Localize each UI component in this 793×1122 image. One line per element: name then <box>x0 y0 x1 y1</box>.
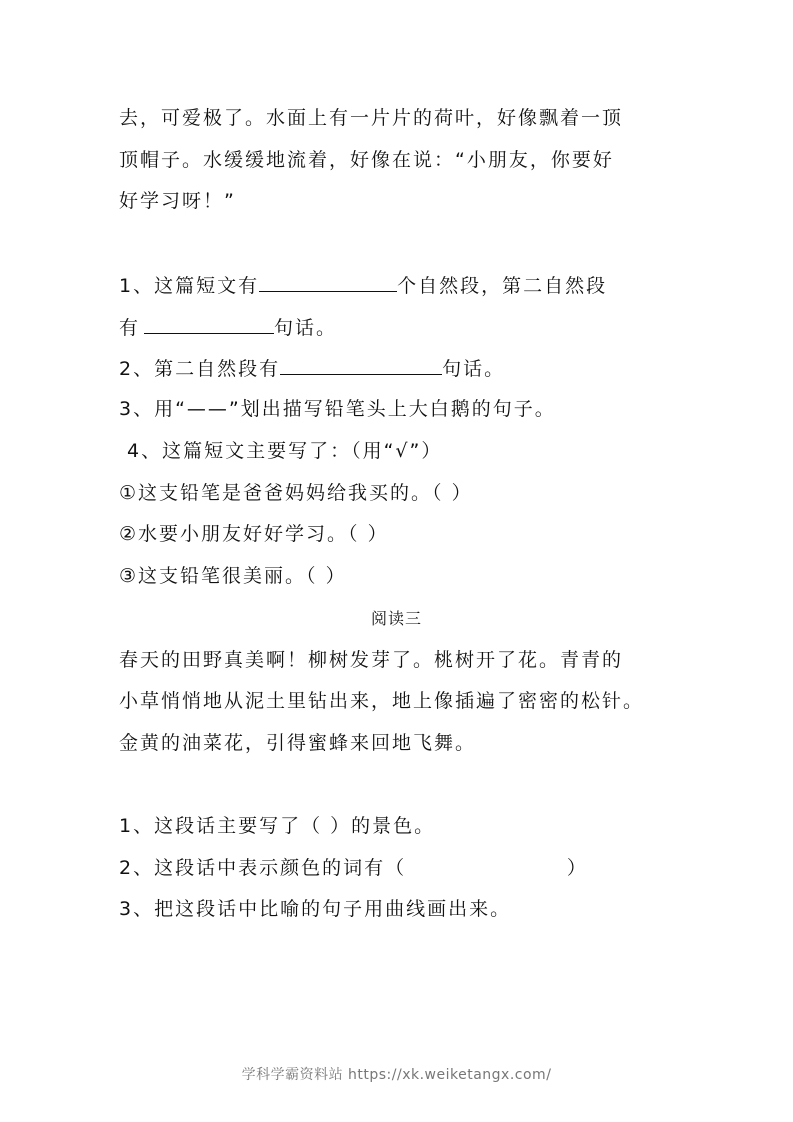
passage-line: 金黄的油菜花，引得蜜蜂来回地飞舞。 <box>119 732 477 754</box>
passage-line: 好学习呀！” <box>119 190 236 212</box>
section-title: 阅读三 <box>370 609 422 628</box>
option-3: ③这支铅笔很美丽。（ ） <box>119 565 347 587</box>
question-3: 3、把这段话中比喻的句子用曲线画出来。 <box>119 898 512 920</box>
answer-blank[interactable] <box>259 273 397 292</box>
question-1: 1、这段话主要写了（ ）的景色。 <box>119 815 436 837</box>
option-1: ①这支铅笔是爸爸妈妈给我买的。（ ） <box>119 482 473 504</box>
option-2: ②水要小朋友好好学习。（ ） <box>119 523 389 545</box>
question-2 <box>119 356 505 381</box>
question-text: 有 <box>119 317 141 339</box>
question-text: 2、第二自然段有 <box>119 358 281 380</box>
question-1-line-1 <box>119 273 607 298</box>
answer-blank[interactable] <box>280 356 442 375</box>
passage-line: 春天的田野真美啊！柳树发芽了。桃树开了花。青青的 <box>119 649 624 671</box>
question-3: 3、用“——”划出描写铅笔头上大白鹅的句子。 <box>119 398 556 420</box>
question-text: 句话。 <box>274 317 338 339</box>
passage-line: 去，可爱极了。水面上有一片片的荷叶，好像飘着一顶 <box>119 107 624 129</box>
question-2: 2、这段话中表示颜色的词有（ ） <box>119 857 588 879</box>
footer-watermark: 学科学霸资料站 https://xk.weiketangx.com/ <box>241 1067 552 1083</box>
passage-line: 顶帽子。水缓缓地流着，好像在说：“小朋友，你要好 <box>119 149 614 171</box>
question-text: 句话。 <box>442 358 506 380</box>
question-4: 4、这篇短文主要写了：（用“√”） <box>127 440 443 462</box>
passage-line: 小草悄悄地从泥土里钻出来，地上像插遍了密密的松针。 <box>119 690 645 712</box>
answer-blank[interactable] <box>144 315 274 334</box>
question-1-line-2 <box>119 315 337 340</box>
question-text: 个自然段，第二自然段 <box>397 275 608 297</box>
question-text: 1、这篇短文有 <box>119 275 260 297</box>
